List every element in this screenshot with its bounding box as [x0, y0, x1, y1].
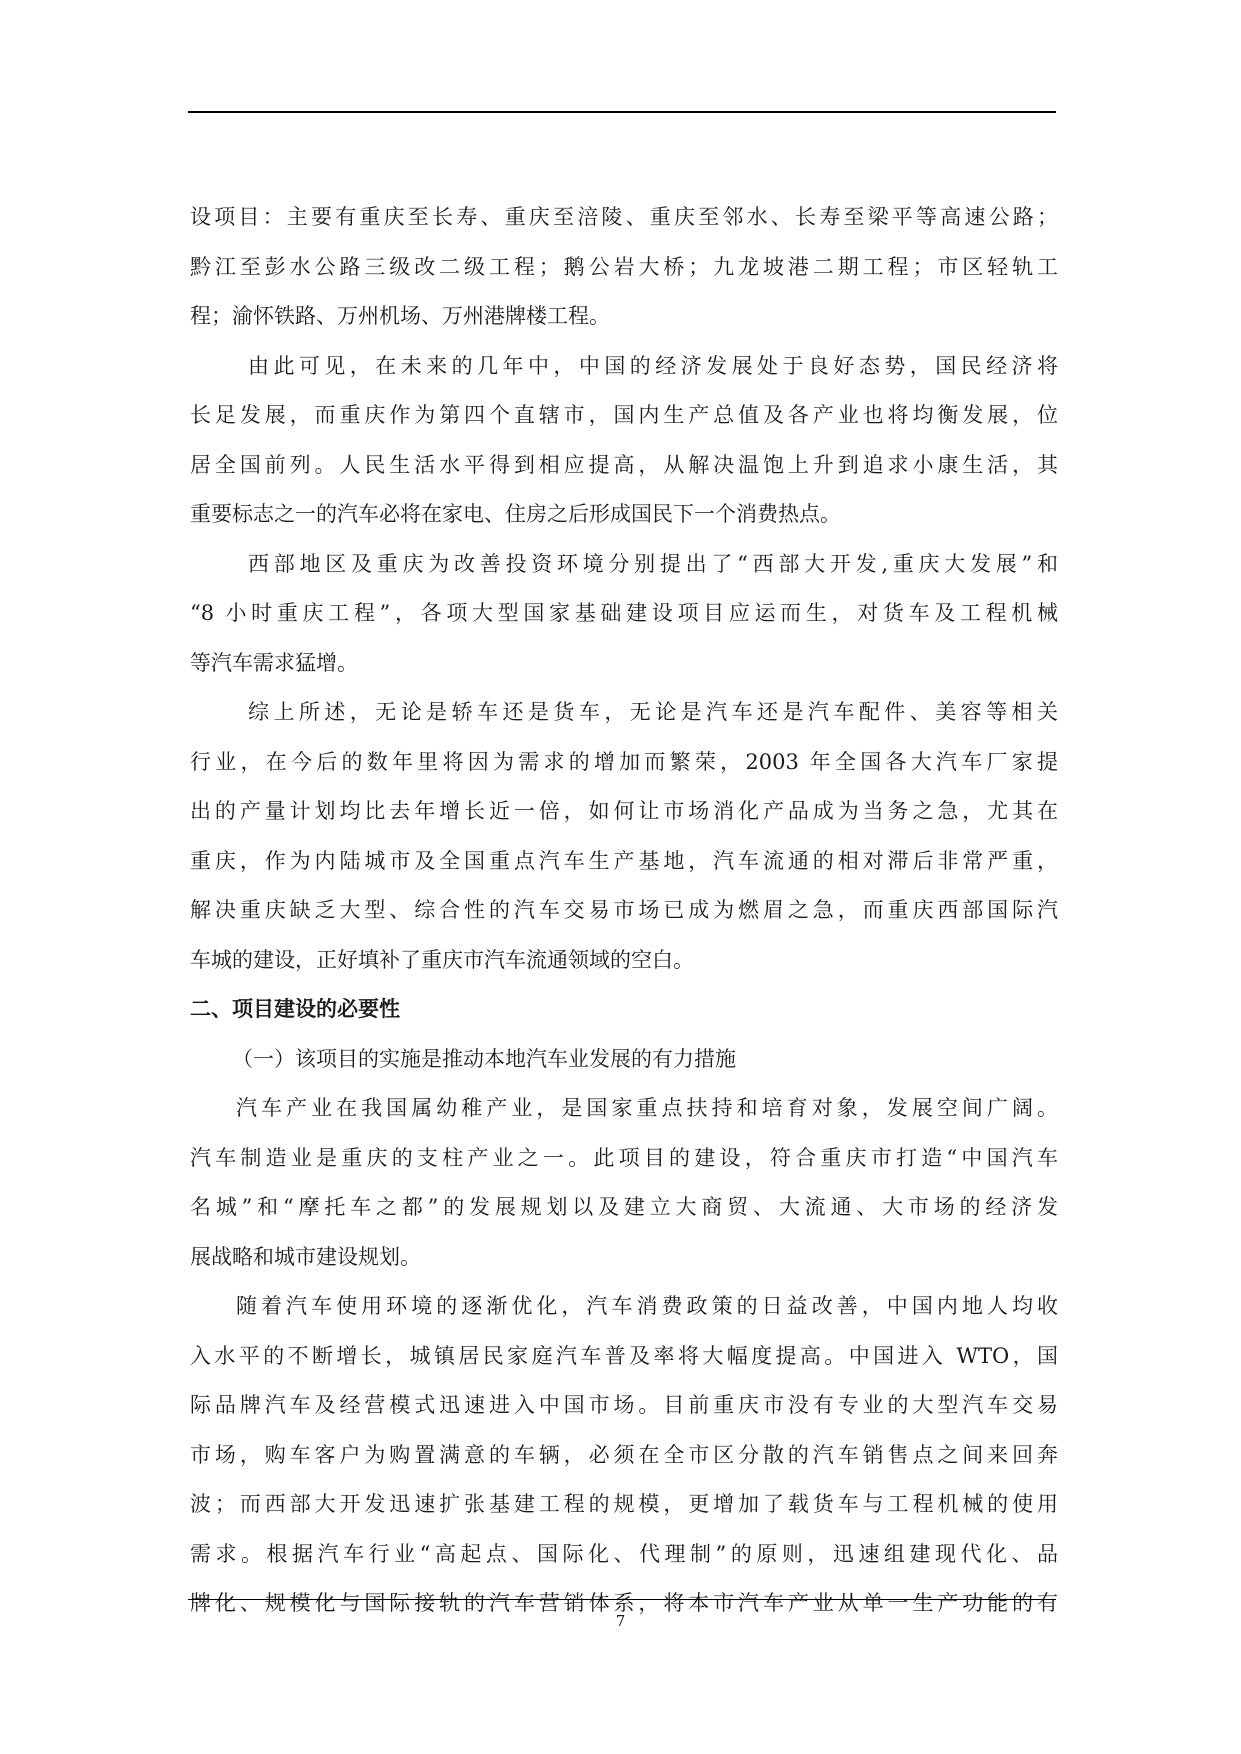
text-line: 由此可见，在未来的几年中，中国的经济发展处于良好态势，国民经济将: [248, 353, 1058, 378]
text-line: 汽车制造业是重庆的支柱产业之一。此项目的建设，符合重庆市打造“中国汽车: [190, 1145, 1058, 1170]
text-line: 展战略和城市建设规划。: [190, 1244, 421, 1269]
text-line: 入水平的不断增长，城镇居民家庭汽车普及率将大幅度提高。中国进入 WTO，国: [190, 1343, 1058, 1368]
text-line: “8 小时重庆工程”，各项大型国家基础建设项目应运而生，对货车及工程机械: [190, 601, 1058, 625]
text-line: 居全国前列。人民生活水平得到相应提高，从解决温饱上升到追求小康生活，其: [190, 452, 1058, 477]
document-body: [190, 201, 1058, 1637]
text-line: 需求。根据汽车行业“高起点、国际化、代理制”的原则，迅速组建现代化、品: [190, 1541, 1058, 1566]
page-number: 7: [615, 1612, 626, 1630]
text-line: 重要标志之一的汽车必将在家电、住房之后形成国民下一个消费热点。: [190, 502, 841, 526]
section-heading: 二、项目建设的必要性: [190, 996, 400, 1021]
subsection-heading: （一）该项目的实施是推动本地汽车业发展的有力措施: [232, 1046, 736, 1071]
text-line: 际品牌汽车及经营模式迅速进入中国市场。目前重庆市没有专业的大型汽车交易: [190, 1393, 1058, 1417]
text-line: 等汽车需求猛增。: [190, 650, 358, 675]
text-line: 西部地区及重庆为改善投资环境分别提出了“西部大开发,重庆大发展”和: [248, 551, 1058, 576]
text-line: 黔江至彭水公路三级改二级工程；鹅公岩大桥；九龙坡港二期工程；市区轻轨工: [190, 254, 1058, 279]
text-line: 综上所述，无论是轿车还是货车，无论是汽车还是汽车配件、美容等相关: [248, 700, 1058, 724]
text-line: 波；而西部大开发迅速扩张基建工程的规模，更增加了载货车与工程机械的使用: [190, 1492, 1058, 1516]
text-line: 牌化、规模化与国际接轨的汽车营销体系，将本市汽车产业从单一生产功能的有: [190, 1591, 1058, 1615]
text-line: 市场，购车客户为购置满意的车辆，必须在全市区分散的汽车销售点之间来回奔: [190, 1442, 1058, 1467]
footer-rule: [188, 1599, 1056, 1600]
header-rule: [188, 111, 1056, 113]
text-line: 名城”和“摩托车之都”的发展规划以及建立大商贸、大流通、大市场的经济发: [190, 1195, 1058, 1219]
text-line: 程；渝怀铁路、万州机场、万州港牌楼工程。: [190, 304, 610, 328]
text-line: 出的产量计划均比去年增长近一倍，如何让市场消化产品成为当务之急，尤其在: [190, 799, 1058, 823]
text-line: 重庆，作为内陆城市及全国重点汽车生产基地，汽车流通的相对滞后非常严重，: [190, 848, 1058, 873]
text-line: 车城的建设，正好填补了重庆市汽车流通领域的空白。: [190, 947, 694, 972]
text-line: 汽车产业在我国属幼稚产业，是国家重点扶持和培育对象，发展空间广阔。: [236, 1096, 1058, 1120]
text-line: 长足发展，而重庆作为第四个直辖市，国内生产总值及各产业也将均衡发展，位: [190, 403, 1058, 427]
text-line: 设项目：主要有重庆至长寿、重庆至涪陵、重庆至邻水、长寿至梁平等高速公路；: [190, 205, 1058, 229]
text-line: 解决重庆缺乏大型、综合性的汽车交易市场已成为燃眉之急，而重庆西部国际汽: [190, 898, 1058, 922]
text-line: 行业，在今后的数年里将因为需求的增加而繁荣，2003 年全国各大汽车厂家提: [190, 749, 1058, 774]
text-line: 随着汽车使用环境的逐渐优化，汽车消费政策的日益改善，中国内地人均收: [236, 1294, 1058, 1318]
